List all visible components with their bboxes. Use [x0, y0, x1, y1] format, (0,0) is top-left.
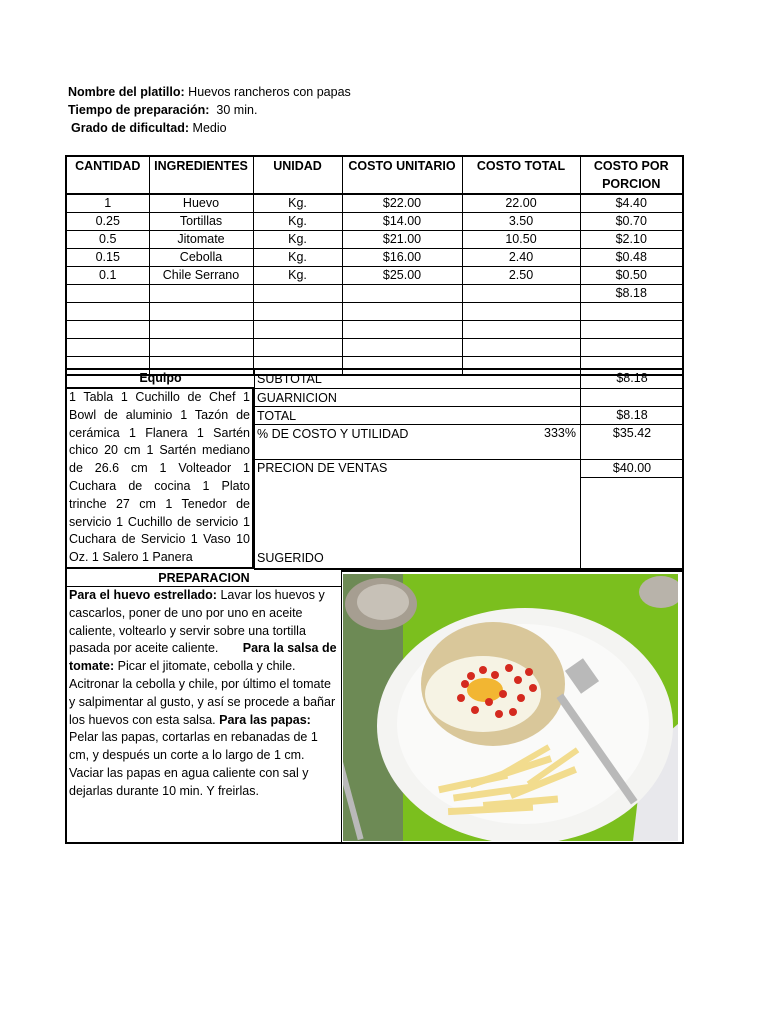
col-header-ingredientes: INGREDIENTES	[149, 156, 253, 194]
cell-costo-unitario	[342, 303, 462, 321]
guarnicion-label: GUARNICION	[257, 391, 337, 405]
cell-unidad: Kg.	[253, 213, 342, 231]
cell-costo-total	[462, 285, 580, 303]
cell-ingrediente: Chile Serrano	[149, 267, 253, 285]
table-header-row	[66, 156, 683, 194]
table-row	[66, 231, 683, 249]
prep-time-line	[68, 101, 351, 119]
cell-cantidad: 1	[66, 194, 149, 213]
cell-costo-unitario: $21.00	[342, 231, 462, 249]
subtotal-value: $8.18	[581, 370, 683, 389]
table-row	[66, 339, 683, 357]
total-value: $8.18	[581, 407, 683, 425]
dish-name-line	[68, 83, 351, 101]
cell-costo-total: 2.50	[462, 267, 580, 285]
cell-ingrediente	[149, 285, 253, 303]
prep-time-value: 30 min.	[216, 103, 258, 117]
cell-costo-porcion: $0.50	[580, 267, 683, 285]
total-label: TOTAL	[257, 409, 297, 423]
cell-unidad: Kg.	[253, 249, 342, 267]
cell-costo-porcion	[580, 339, 683, 357]
cell-cantidad: 0.5	[66, 231, 149, 249]
difficulty-label: Grado de dificultad:	[71, 121, 190, 135]
cell-ingrediente: Jitomate	[149, 231, 253, 249]
table-row	[66, 249, 683, 267]
dish-photo-svg	[343, 574, 678, 841]
utilidad-percent: 333%	[544, 426, 576, 440]
prep-time-label: Tiempo de preparación:	[68, 103, 210, 117]
cell-cantidad	[66, 339, 149, 357]
cell-costo-total: 3.50	[462, 213, 580, 231]
huevo-text: Lavar los huevos y cascarlos, poner de uno por uno en aceite caliente, voltearlo y servir sobre una tortilla pasada por aceite caliente.	[69, 588, 325, 656]
table-row	[66, 267, 683, 285]
utilidad-row	[255, 425, 581, 460]
guarnicion-row	[255, 389, 581, 407]
difficulty-value: Medio	[192, 121, 227, 135]
cell-cantidad	[66, 321, 149, 339]
papas-text: Pelar las papas, cortarlas en rebanadas de 1 cm, y después un corte a lo largo de 1 cm. Vaciar las papas en agua caliente con sal y dejarlas durante 10 min. Y freirlas.	[69, 730, 318, 798]
dish-photo	[343, 574, 678, 841]
cell-costo-unitario: $14.00	[342, 213, 462, 231]
salsa-title: Para la salsa de tomate:	[69, 641, 337, 674]
cell-costo-unitario: $16.00	[342, 249, 462, 267]
cell-costo-porcion: $0.48	[580, 249, 683, 267]
equipo-section	[65, 368, 254, 570]
cell-unidad: Kg.	[253, 194, 342, 213]
cell-cantidad: 0.25	[66, 213, 149, 231]
difficulty-line	[71, 119, 351, 137]
cell-cantidad	[66, 285, 149, 303]
cell-costo-unitario	[342, 321, 462, 339]
col-header-costo-unitario: COSTO UNITARIO	[342, 156, 462, 194]
yolk-shape	[467, 678, 503, 702]
cell-costo-porcion: $4.40	[580, 194, 683, 213]
cell-costo-total	[462, 303, 580, 321]
cell-costo-unitario	[342, 339, 462, 357]
cell-ingrediente	[149, 321, 253, 339]
cell-costo-porcion	[580, 321, 683, 339]
col-header-costo-total: COSTO TOTAL	[462, 156, 580, 194]
preparacion-text	[67, 587, 341, 801]
table-row	[66, 303, 683, 321]
cell-ingrediente: Huevo	[149, 194, 253, 213]
subtotal-row	[255, 370, 581, 389]
preparacion-title: PREPARACION	[67, 570, 341, 587]
table-row	[66, 285, 683, 303]
cell-costo-total: 2.40	[462, 249, 580, 267]
cost-summary	[254, 368, 684, 570]
cell-ingrediente: Cebolla	[149, 249, 253, 267]
cell-unidad	[253, 321, 342, 339]
preparacion-section	[65, 570, 342, 844]
cell-unidad	[253, 339, 342, 357]
equipo-title: Equipo	[67, 370, 254, 389]
cell-unidad	[253, 303, 342, 321]
cell-cantidad: 0.1	[66, 267, 149, 285]
cell-unidad: Kg.	[253, 267, 342, 285]
cell-costo-porcion	[580, 303, 683, 321]
equipo-list: 1 Tabla 1 Cuchillo de Chef 1 Bowl de aluminio 1 Tazón de cerámica 1 Flanera 1 Sartén chico 20 cm 1 Sartén mediano de 26.6 cm 1 Volteador 1 Cuchara de cocina 1 Plato trinche 27 cm 1 Tenedor de servicio 1 Cuchillo de servicio 1 Cuchara de Servicio 1 Vaso 10 Oz. 1 Salero 1 Panera	[67, 389, 254, 569]
table-row	[66, 321, 683, 339]
cell-costo-unitario: $22.00	[342, 194, 462, 213]
table-row	[66, 213, 683, 231]
col-header-unidad: UNIDAD	[253, 156, 342, 194]
table-row	[66, 194, 683, 213]
utilidad-value: $35.42	[581, 425, 683, 460]
precio-label: PRECION DE VENTAS	[257, 461, 388, 475]
cell-ingrediente: Tortillas	[149, 213, 253, 231]
sugerido-label: SUGERIDO	[257, 551, 324, 566]
utilidad-label: % DE COSTO Y UTILIDAD	[257, 427, 409, 441]
cell-costo-porcion: $8.18	[580, 285, 683, 303]
precio-row	[255, 460, 581, 570]
cell-costo-unitario: $25.00	[342, 267, 462, 285]
cell-cantidad: 0.15	[66, 249, 149, 267]
cell-costo-total: 10.50	[462, 231, 580, 249]
cell-costo-total	[462, 339, 580, 357]
cell-costo-unitario	[342, 285, 462, 303]
guarnicion-value	[581, 389, 683, 407]
cell-ingrediente	[149, 339, 253, 357]
cell-costo-porcion: $0.70	[580, 213, 683, 231]
huevo-title: Para el huevo estrellado:	[69, 588, 217, 602]
cell-costo-total	[462, 321, 580, 339]
cell-unidad	[253, 285, 342, 303]
cell-ingrediente	[149, 303, 253, 321]
dish-header	[68, 83, 351, 137]
ingredients-table	[65, 155, 684, 376]
dish-name-label: Nombre del platillo:	[68, 85, 185, 99]
cell-costo-porcion: $2.10	[580, 231, 683, 249]
col-header-cantidad: CANTIDAD	[66, 156, 149, 194]
precio-value: $40.00	[581, 460, 683, 478]
cell-unidad: Kg.	[253, 231, 342, 249]
col-header-costo-porcion: COSTO POR PORCION	[580, 156, 683, 194]
papas-title: Para las papas:	[219, 712, 311, 727]
cup-shape	[357, 584, 409, 620]
cell-costo-total: 22.00	[462, 194, 580, 213]
subtotal-label: SUBTOTAL	[257, 372, 322, 386]
total-row	[255, 407, 581, 425]
cell-cantidad	[66, 303, 149, 321]
salsa-text: Picar el jitomate, cebolla y chile. Acitronar la cebolla y chile, por último el tomate y salpimentar al gusto, y así se procede a bañar los huevos con esta salsa.	[69, 659, 336, 727]
dish-name-value: Huevos rancheros con papas	[188, 85, 351, 99]
